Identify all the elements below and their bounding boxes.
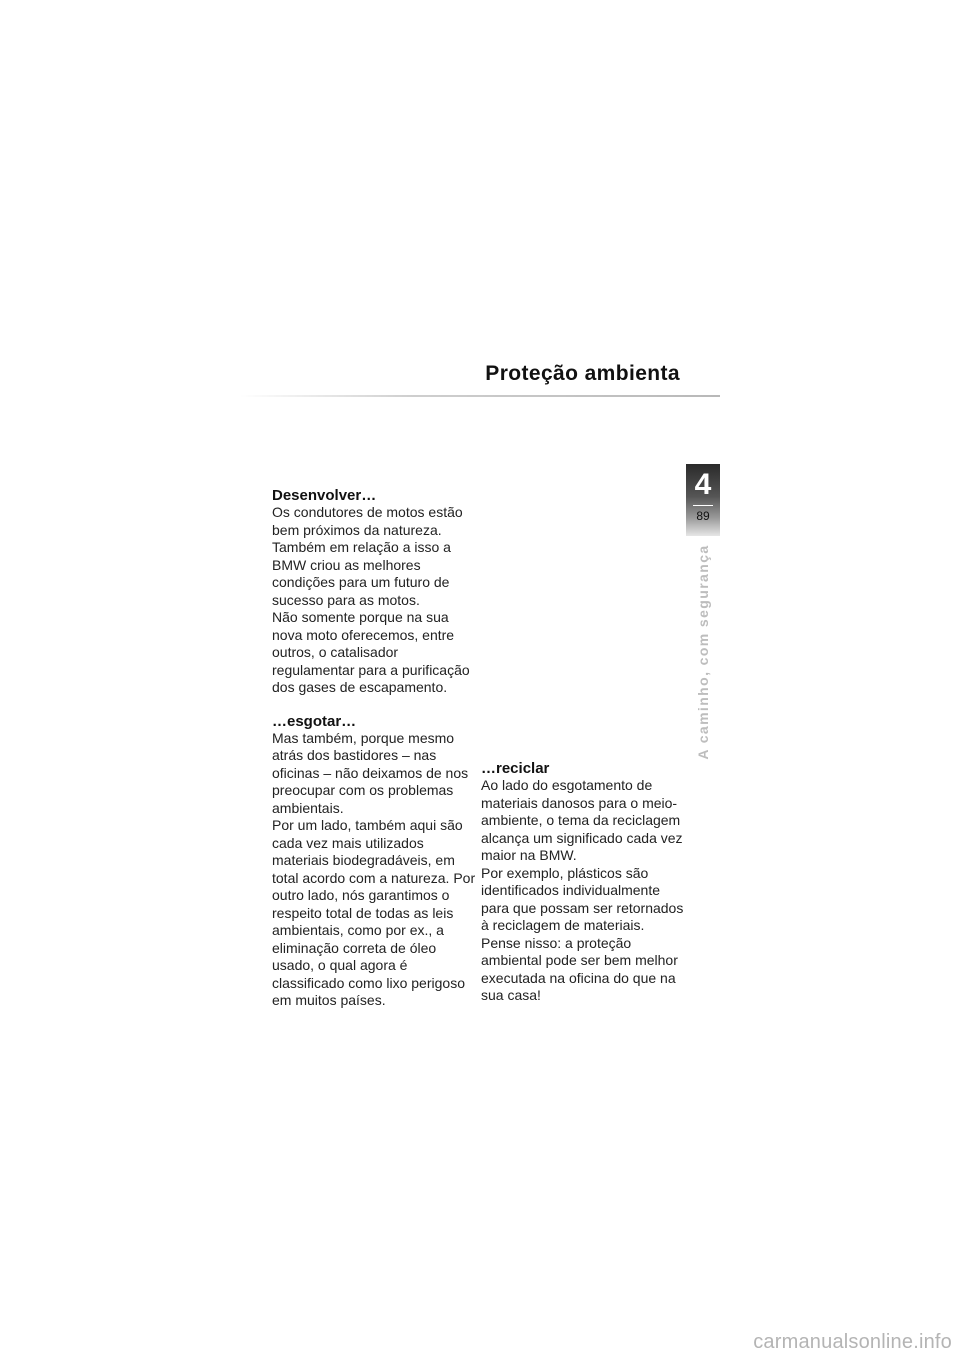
section-recycle	[481, 760, 686, 1005]
chapter-tab	[686, 464, 720, 536]
page-title: Proteção ambienta	[485, 362, 680, 385]
chapter-side-label: A caminho, com segurança	[695, 544, 711, 760]
paragraph: Mas também, porque mesmo atrás dos bastidores – nas oficinas – não deixamos de nos preocupar com os problemas ambientais.	[272, 729, 469, 816]
page-number: 89	[696, 509, 710, 523]
watermark: carmanualsonline.info	[753, 1331, 952, 1353]
paragraph: Ao lado do esgotamento de materiais danosos para o meio-ambiente, o tema da reciclagem alcança um significado cada vez maior na BMW.	[481, 777, 683, 863]
paragraph: Os condutores de motos estão bem próximos da natureza. Também em relação a isso a BMW criou as melhores condições para um futuro de sucesso para as motos.	[272, 504, 463, 608]
right-column	[481, 760, 686, 1021]
section-heading-recycle: …reciclar	[481, 760, 550, 777]
paragraph: Por um lado, também aqui são cada vez mais utilizados materiais biodegradáveis, em total acordo com a natureza. Por outro lado, nós garantimos o respeito total de todas as leis ambientais, como por ex., a eliminação correta de óleo usado, o qual agora é classificado como lixo perigoso em muitos países.	[272, 817, 476, 1008]
section-exhaust	[272, 713, 477, 1010]
header-rule	[240, 395, 720, 397]
left-column	[272, 487, 477, 1026]
paragraph: Não somente porque na sua nova moto oferecemos, entre outros, o catalisador regulamentar para a purificação dos gases de escapamento.	[272, 609, 470, 695]
paragraph: Por exemplo, plásticos são identificados individualmente para que possam ser retornados à reciclagem de materiais.	[481, 864, 684, 933]
section-heading-exhaust: …esgotar…	[272, 712, 357, 730]
chapter-divider	[693, 505, 713, 506]
paragraph: Pense nisso: a proteção ambiental pode ser bem melhor executada na oficina do que na sua casa!	[481, 934, 678, 1003]
section-develop	[272, 487, 477, 697]
chapter-number: 4	[694, 468, 712, 501]
section-heading-develop: Desenvolver…	[272, 487, 377, 504]
